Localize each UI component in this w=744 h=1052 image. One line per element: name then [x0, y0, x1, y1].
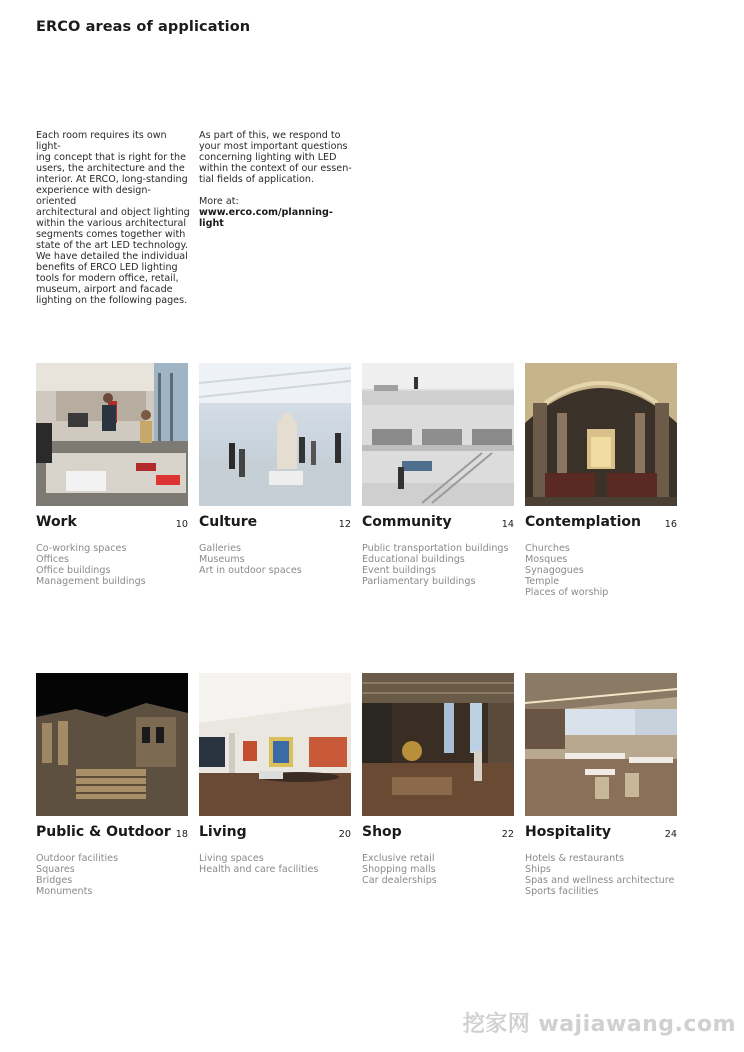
list-item: Ships [525, 864, 551, 875]
list-item: Office buildings [36, 565, 111, 576]
hospitality-list [525, 853, 677, 897]
page-title: ERCO areas of application [36, 19, 251, 35]
list-item: Exclusive retail [362, 853, 435, 864]
intro-paragraph-right: As part of this, we respond to your most important questions concerning lighting with LED within the context of our essen- tial fields of application. [199, 130, 352, 185]
work-title: Work [36, 514, 77, 530]
community-page-number: 14 [501, 519, 514, 530]
intro-paragraph-left: Each room requires its own light- ing concept that is right for the users, the architecture and the interior. At ERCO, long-standing experience with design-oriented architectural and object lighting within the various architectural segments comes together with state of the art LED technology. We have detailed the individual benefits of ERCO LED lighting tools for modern office, retail, museum, airport and facade lighting on the following pages. [36, 130, 190, 306]
list-item: Churches [525, 543, 570, 554]
living-photo [199, 673, 351, 816]
list-item: Event buildings [362, 565, 436, 576]
work-page-number: 10 [175, 519, 188, 530]
planning-light-link[interactable]: www.erco.com/planning-light [199, 207, 333, 229]
list-item: Health and care facilities [199, 864, 319, 875]
list-item: Educational buildings [362, 554, 465, 565]
contemplation-title: Contemplation [525, 514, 641, 530]
shop-page-number: 22 [501, 829, 514, 840]
list-item: Living spaces [199, 853, 264, 864]
list-item: Shopping malls [362, 864, 436, 875]
list-item: Offices [36, 554, 70, 565]
category-card-living[interactable] [199, 673, 351, 875]
work-photo [36, 363, 188, 506]
category-card-hospitality[interactable] [525, 673, 677, 897]
public-outdoor-page-number: 18 [175, 829, 188, 840]
list-item: Museums [199, 554, 245, 565]
living-list [199, 853, 351, 875]
category-row-2 [36, 673, 677, 913]
list-item: Temple [525, 576, 560, 587]
list-item: Sports facilities [525, 886, 599, 897]
public-outdoor-list [36, 853, 188, 897]
list-item: Squares [36, 864, 75, 875]
culture-photo [199, 363, 351, 506]
intro-text-right [199, 130, 353, 229]
list-item: Hotels & restaurants [525, 853, 625, 864]
intro-text-left [36, 130, 190, 306]
hospitality-page-number: 24 [664, 829, 677, 840]
list-item: Monuments [36, 886, 93, 897]
shop-title: Shop [362, 824, 402, 840]
list-item: Places of worship [525, 587, 609, 598]
contemplation-page-number: 16 [664, 519, 677, 530]
category-card-shop[interactable] [362, 673, 514, 886]
culture-list [199, 543, 351, 576]
list-item: Synagogues [525, 565, 584, 576]
category-card-community[interactable] [362, 363, 514, 587]
public-outdoor-photo [36, 673, 188, 816]
contemplation-photo [525, 363, 677, 506]
public-outdoor-title: Public & Outdoor [36, 824, 171, 840]
list-item: Car dealerships [362, 875, 437, 886]
more-label: More at: [199, 196, 239, 207]
list-item: Co-working spaces [36, 543, 127, 554]
living-page-number: 20 [338, 829, 351, 840]
culture-title: Culture [199, 514, 258, 530]
hospitality-title: Hospitality [525, 824, 612, 840]
work-list [36, 543, 188, 587]
living-title: Living [199, 824, 247, 840]
list-item: Management buildings [36, 576, 146, 587]
culture-page-number: 12 [338, 519, 351, 530]
category-card-culture[interactable] [199, 363, 351, 576]
community-title: Community [362, 514, 452, 530]
shop-list [362, 853, 514, 886]
community-photo [362, 363, 514, 506]
list-item: Art in outdoor spaces [199, 565, 302, 576]
watermark: 挖家网 wajiawang.com [462, 1012, 736, 1037]
category-card-public-outdoor[interactable] [36, 673, 188, 897]
list-item: Outdoor facilities [36, 853, 119, 864]
category-card-work[interactable] [36, 363, 188, 587]
list-item: Mosques [525, 554, 568, 565]
contemplation-list [525, 543, 677, 598]
hospitality-photo [525, 673, 677, 816]
list-item: Bridges [36, 875, 73, 886]
list-item: Public transportation buildings [362, 543, 509, 554]
category-row-1 [36, 363, 677, 603]
shop-photo [362, 673, 514, 816]
list-item: Galleries [199, 543, 242, 554]
community-list [362, 543, 514, 587]
list-item: Spas and wellness architecture [525, 875, 675, 886]
list-item: Parliamentary buildings [362, 576, 476, 587]
category-card-contemplation[interactable] [525, 363, 677, 598]
